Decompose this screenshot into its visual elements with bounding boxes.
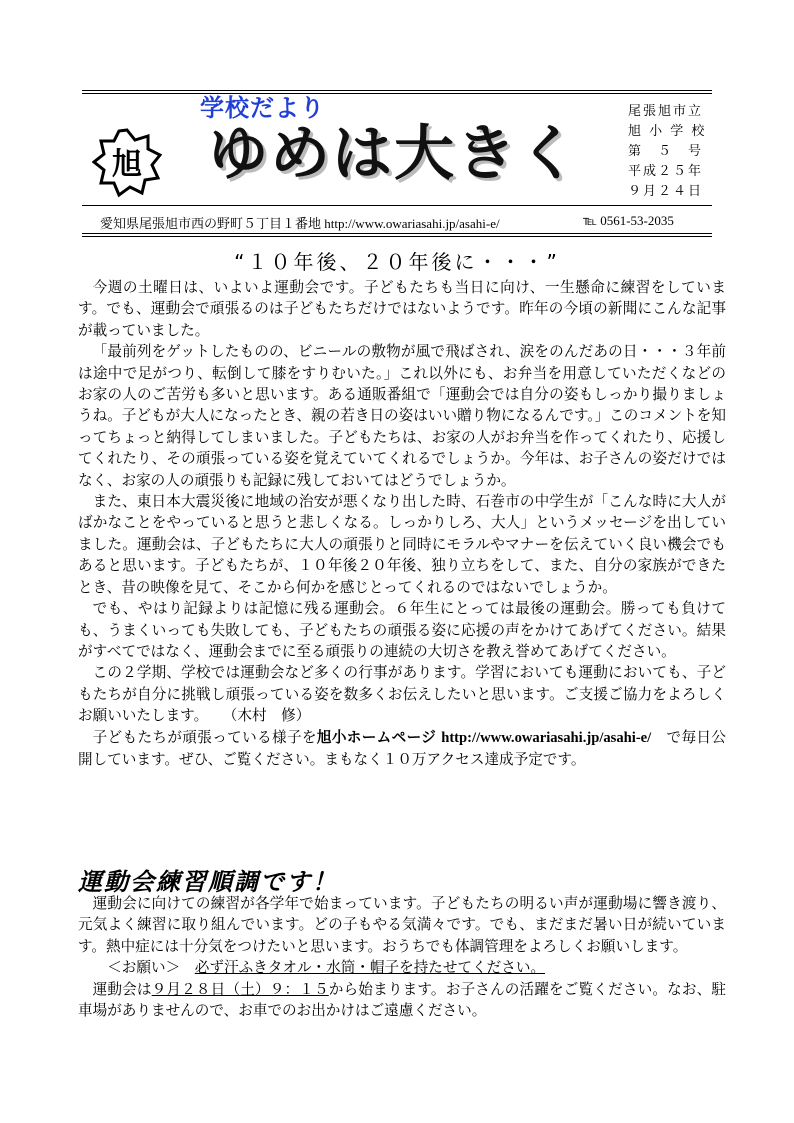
article-paragraph: でも、やはり記録よりは記憶に残る運動会。６年生にとっては最後の運動会。勝っても負けても、うまくいっても失敗しても、子どもたちの頑張る姿に応援の声をかけてあげてください。結果がすべてではなく、運動会までに至る頑張りの連続の大切さを教え誉めてあげてください。 [78,600,726,660]
section-body [78,893,726,1021]
request-line [78,957,726,978]
article-paragraph: 今週の土曜日は、いよいよ運動会です。子どもたちも当日に向け、一生懸命に練習をしています。でも、運動会で頑張るのは子どもたちだけではないようです。昨年の今頃の新聞にこんな記事が載っていました。 [78,279,726,339]
homepage-paragraph [78,727,726,771]
event-date: ９月２８日（土）９：１５ [151,980,329,998]
school-emblem-icon [92,128,162,198]
school-info [628,102,728,202]
homepage-url[interactable]: http://www.owariasahi.jp/asahi-e/ [441,729,652,746]
article-paragraph: この２学期、学校では運動会など多くの行事があります。学習においても運動においても、子どもたちが自分に挑戦し頑張っている姿を数多くお伝えしたいと思います。ご支援ご協力をよろしくお願いいたします。 （木村 修） [78,664,726,725]
homepage-intro: 子どもたちが頑張っている様子を [92,728,317,746]
article-paragraph: また、東日本大震災後に地域の治安が悪くなり出した時、石巻市の中学生が「こんな時に大人がばかなことをやっていると思うと悲しくなる。しっかりしろ、大人」というメッセージを出していました。運動会は、子どもたちに大人の頑張りと同時にモラルやマナーを伝えていく良い機会でもあると思います。子どもたちが、１０年後２０年後、独り立ちをして、また、自分の家族ができたとき、昔の映像を見て、そこから何かを感じとってくれるのではないでしょうか。 [78,493,726,596]
school-info-line: ９月２４日 [628,184,704,199]
article-paragraph: 「最前列をゲットしたものの、ビニールの敷物が風で飛ばされ、涙をのんだあの日・・・３年前は途中で足がつり、転倒して膝をすりむいた。」これ以外にも、お弁当を用意していただくなどのお家の人のご苦労も多いと思います。ある通販番組で「運動会では自分の姿もしっかり撮りましょうね。子どもが大人になったとき、親の若き日の姿はいい贈り物になるんです。」このコメントを知ってちょっと納得してしまいました。子どもたちは、お家の人がお弁当を作ってくれたり、応援してくれたり、その頑張っている姿を覚えていてくれるでしょうか。今年は、お子さんの姿だけではなく、お家の人の頑張りも記録に残しておいてはどうでしょうか。 [78,343,726,489]
date-prefix: 運動会は [92,980,152,998]
school-tel: ℡ 0561-53-2035 [583,213,674,228]
school-info-line: 尾張旭市立 [628,104,704,119]
emblem-char: 旭 [112,147,142,182]
article-heading: “１０年後、２０年後に・・・” [234,250,560,274]
school-info-line: 第 ５ 号 [628,144,704,159]
school-info-line: 旭 小 学 校 [628,124,707,139]
date-paragraph [78,979,726,1022]
section-paragraph: 運動会に向けての練習が各学年で始まっています。子どもたちの明るい声が運動場に響き渡り、元気よく練習に取り組んでいます。どの子もやる気満々です。でも、まだまだ暑い日が続いています。熱中症には十分気をつけたいと思います。おうちでも体調管理をよろしくお願いします。 [78,895,726,955]
address-bottom-rule [82,233,712,234]
header-top-rule-2 [82,93,712,94]
request-label: ＜お願い＞ [107,959,181,977]
school-info-line: 平成２５年 [628,164,704,179]
request-text: 必ず汗ふきタオル・水筒・帽子を持たせてください。 [194,959,546,977]
header-top-rule [82,90,712,91]
address-bottom-rule-2 [82,236,712,237]
section-heading: 運動会練習順調です！ [78,868,338,896]
homepage-name: 旭小ホームページ [316,728,437,746]
newsletter-title: ゆめは大きく [208,119,580,189]
homepage-rest: で毎日公開しています。ぜひ、ご覧ください。まもなく１０万アクセス達成予定です。 [78,728,726,768]
article-body [78,277,726,770]
newsletter-subtitle: 学校だより [200,94,325,122]
header-bottom-rule [82,205,712,206]
date-rest: から始まります。お子さんの活躍をご覧ください。なお、駐車場がありませんので、お車でのお出かけはご遠慮ください。 [78,980,726,1020]
school-address: 愛知県尾張旭市西の野町５丁目１番地 http://www.owariasahi.jp/asahi-e/ [100,216,500,231]
